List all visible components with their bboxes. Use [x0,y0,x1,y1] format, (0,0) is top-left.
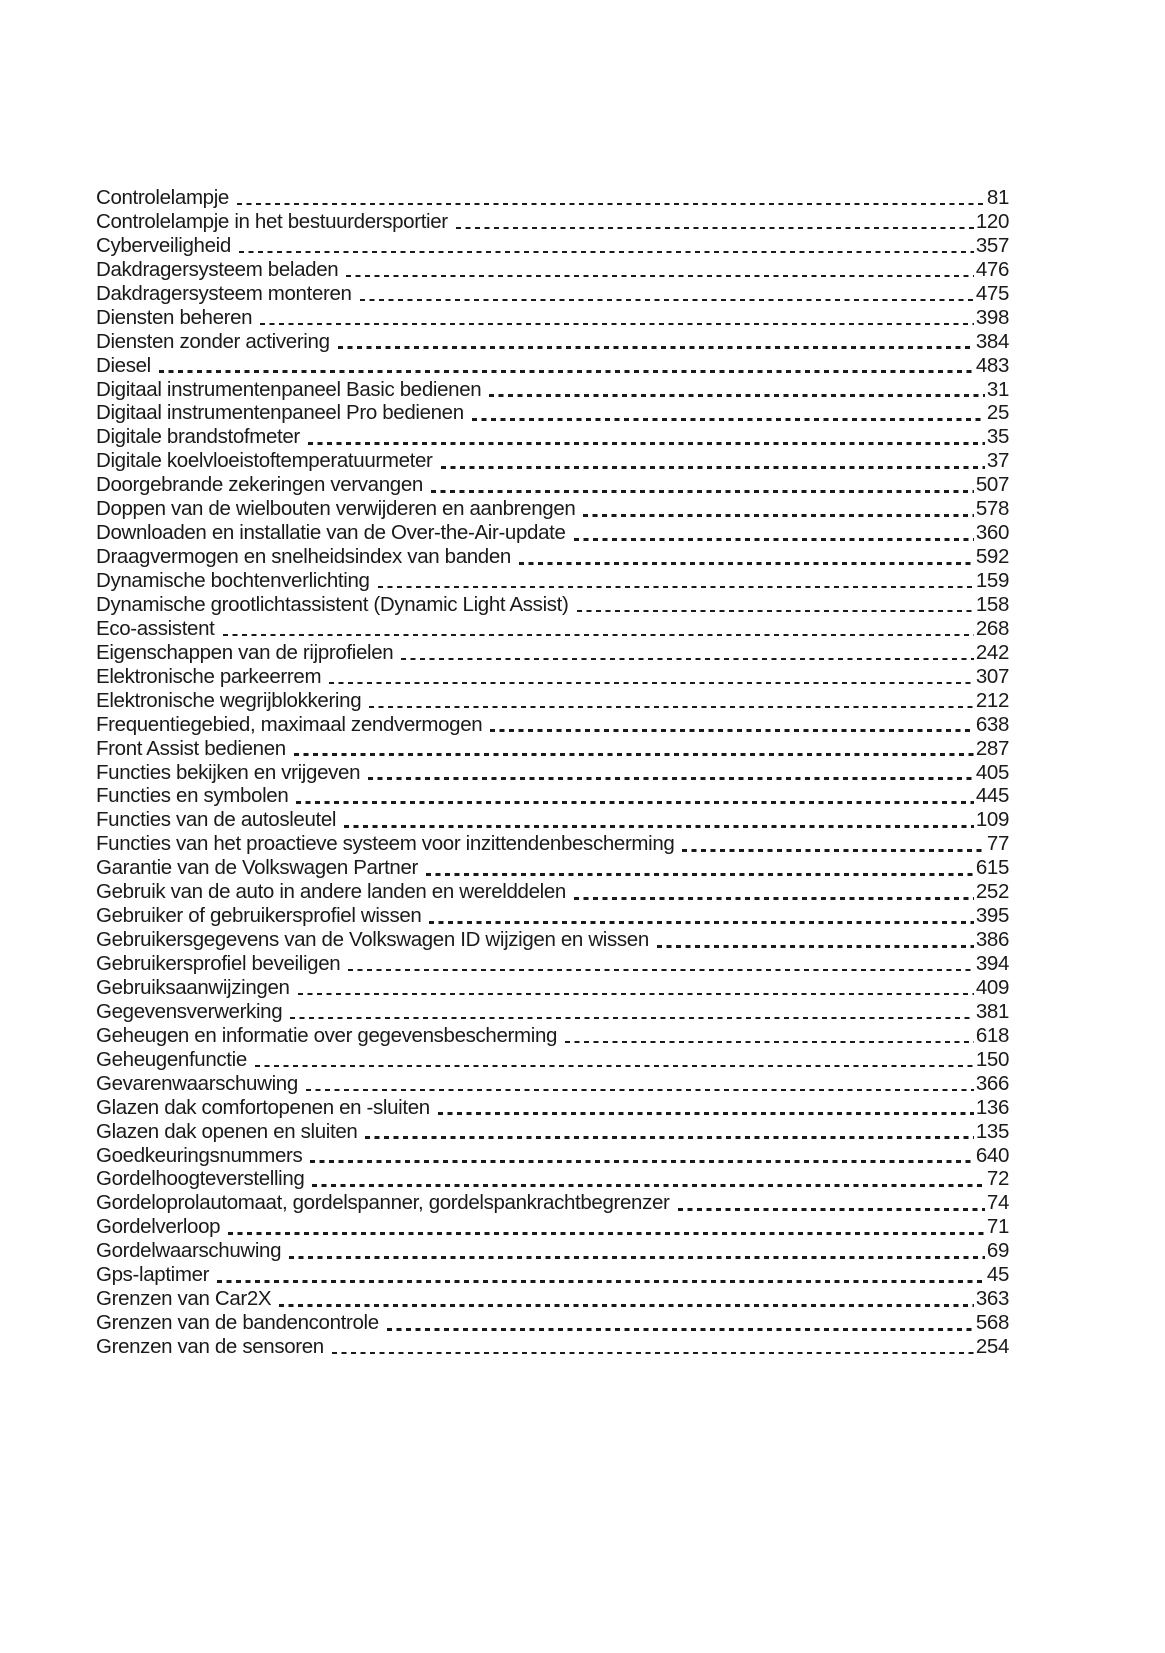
dot-leader [329,682,974,685]
dot-leader [338,346,974,349]
dot-leader [577,610,974,613]
dot-leader [344,825,974,828]
index-entry [96,784,1009,808]
dot-leader [306,1089,974,1092]
dot-leader [657,945,974,948]
index-entry-page: 81 [986,186,1009,209]
index-entry-label: Eco-assistent [96,616,215,640]
index-entry [96,832,1009,856]
index-entry [96,1000,1009,1024]
index-entry [96,808,1009,832]
index-entry-label: Functies en symbolen [96,784,289,808]
dot-leader [365,1136,973,1139]
index-entry-label: Gebruikersgegevens van de Volkswagen ID wijzigen en wissen [96,928,649,952]
index-entry [96,282,1009,306]
index-entry-page: 120 [975,209,1009,233]
dot-leader [308,442,985,445]
index-entry [96,617,1009,641]
index-entry-label: Functies van de autosleutel [96,808,337,832]
index-entry [96,330,1009,354]
dot-leader [574,538,974,541]
dot-leader [223,634,974,637]
dot-leader [583,514,973,517]
index-entry-label: Dakdragersysteem beladen [96,257,339,281]
index-entry-label: Diesel [96,353,151,377]
dot-leader [387,1328,974,1331]
index-entry [96,521,1009,545]
index-entry-page: 212 [975,688,1009,712]
index-entry-page: 307 [975,664,1009,688]
index-entry-page: 74 [986,1191,1009,1215]
index-entry [96,880,1009,904]
index-entry-page: 568 [975,1311,1009,1335]
index-entry-label: Gegevensverwerking [96,999,283,1023]
dot-leader [159,370,974,373]
index-entry-page: 77 [986,832,1009,856]
dot-leader [472,418,985,421]
index-entry-page: 398 [975,305,1009,329]
index-entry-label: Dynamische grootlichtassistent (Dynamic Light Assist) [96,592,569,616]
index-entry-label: Grenzen van de bandencontrole [96,1311,379,1335]
dot-leader [519,562,974,565]
index-entry-label: Digitale koelvloeistoftemperatuurmeter [96,449,433,473]
index-entry-label: Geheugen en informatie over gegevensbescherming [96,1023,558,1047]
index-entry-label: Glazen dak comfortopenen en -sluiten [96,1095,430,1119]
index-entry [96,593,1009,617]
index-entry-page: 159 [975,569,1009,592]
index-entry-page: 37 [986,449,1009,473]
index-entry-label: Diensten zonder activering [96,329,330,353]
index-entry [96,354,1009,378]
index-entry [96,641,1009,665]
dot-leader [332,1352,974,1355]
index-entry [96,952,1009,976]
dot-leader [369,706,974,709]
index-entry-page: 242 [975,640,1009,664]
index-entry [96,186,1009,210]
index-entry-label: Draagvermogen en snelheidsindex van banden [96,545,511,569]
index-entry-label: Dynamische bochtenverlichting [96,569,370,592]
index-entry [96,1167,1009,1191]
index-entry-page: 25 [986,401,1009,425]
dot-leader [441,466,985,469]
index-entry-page: 476 [975,257,1009,281]
dot-leader [260,323,974,326]
index-entry [96,545,1009,569]
index-entry-page: 483 [975,353,1009,377]
index-entry-label: Digitale brandstofmeter [96,425,300,449]
index-entry [96,1024,1009,1048]
index-entry-page: 381 [975,999,1009,1023]
index-entry-label: Downloaden en installatie van de Over-the-Air-update [96,521,566,545]
index-list [96,186,1009,1359]
index-entry-label: Glazen dak openen en sluiten [96,1119,358,1143]
index-entry-label: Gebruiksaanwijzingen [96,975,290,999]
index-entry [96,1239,1009,1263]
index-entry-label: Front Assist bedienen [96,736,286,760]
dot-leader [348,969,974,972]
dot-leader [489,394,985,397]
index-entry [96,713,1009,737]
dot-leader [228,1232,985,1235]
index-entry-page: 395 [975,904,1009,928]
dot-leader [289,1256,985,1259]
index-entry-label: Cyberveiligheid [96,233,231,257]
index-entry-label: Geheugenfunctie [96,1047,247,1071]
index-entry-page: 445 [975,784,1009,808]
index-entry-page: 71 [986,1215,1009,1239]
index-entry-page: 578 [975,497,1009,521]
dot-leader [312,1184,984,1187]
index-entry-label: Gebruik van de auto in andere landen en werelddelen [96,880,566,904]
index-entry [96,1144,1009,1168]
index-entry-label: Gebruiker of gebruikersprofiel wissen [96,904,422,928]
index-entry-label: Digitaal instrumentenpaneel Pro bedienen [96,401,464,425]
index-entry-page: 384 [975,329,1009,353]
dot-leader [237,203,985,206]
dot-leader [368,777,974,780]
index-entry [96,401,1009,425]
index-entry-page: 254 [975,1335,1009,1358]
index-entry-page: 135 [975,1119,1009,1143]
index-entry-label: Grenzen van Car2X [96,1287,272,1311]
dot-leader [255,1065,974,1068]
index-entry [96,689,1009,713]
index-entry-page: 31 [986,377,1009,401]
index-entry-label: Gordelhoogteverstelling [96,1167,305,1191]
index-entry-page: 45 [986,1263,1009,1287]
index-entry-page: 363 [975,1287,1009,1311]
index-entry-label: Gevarenwaarschuwing [96,1071,298,1095]
index-entry-label: Functies van het proactieve systeem voor inzittendenbescherming [96,832,675,856]
index-entry [96,258,1009,282]
dot-leader [574,897,974,900]
index-entry-label: Functies bekijken en vrijgeven [96,760,361,784]
dot-leader [682,849,984,852]
index-entry-page: 150 [975,1047,1009,1071]
index-entry-label: Dakdragersysteem monteren [96,281,352,305]
index-entry-page: 386 [975,928,1009,952]
dot-leader [279,1304,974,1307]
index-entry [96,665,1009,689]
index-entry-label: Controlelampje in het bestuurdersportier [96,209,448,233]
index-entry-page: 366 [975,1071,1009,1095]
index-entry [96,1191,1009,1215]
index-entry-page: 252 [975,880,1009,904]
dot-leader [294,753,974,756]
index-entry-page: 507 [975,473,1009,497]
index-entry [96,306,1009,330]
index-entry [96,1072,1009,1096]
index-entry-label: Doppen van de wielbouten verwijderen en aanbrengen [96,497,576,521]
index-entry-label: Gordelwaarschuwing [96,1239,282,1263]
index-entry [96,1096,1009,1120]
index-entry [96,761,1009,785]
index-entry-label: Frequentiegebied, maximaal zendvermogen [96,712,483,736]
dot-leader [456,227,974,230]
dot-leader [378,586,974,589]
index-entry-label: Digitaal instrumentenpaneel Basic bedienen [96,377,482,401]
index-entry [96,856,1009,880]
index-entry-label: Eigenschappen van de rijprofielen [96,640,394,664]
dot-leader [429,921,973,924]
dot-leader [426,873,974,876]
index-entry-label: Gordelverloop [96,1215,221,1239]
index-entry [96,976,1009,1000]
index-entry-page: 109 [975,808,1009,832]
index-entry-page: 287 [975,736,1009,760]
index-entry-page: 69 [986,1239,1009,1263]
index-entry-label: Garantie van de Volkswagen Partner [96,856,418,880]
index-entry [96,1120,1009,1144]
index-entry [96,234,1009,258]
dot-leader [438,1112,974,1115]
index-entry-label: Gebruikersprofiel beveiligen [96,952,341,975]
dot-leader [290,1017,974,1020]
index-entry [96,378,1009,402]
index-entry [96,737,1009,761]
index-entry-page: 268 [975,616,1009,640]
index-entry-label: Goedkeuringsnummers [96,1143,303,1167]
index-entry-label: Elektronische wegrijblokkering [96,688,362,712]
index-entry [96,569,1009,593]
index-entry-page: 475 [975,281,1009,305]
dot-leader [431,490,974,493]
index-entry [96,904,1009,928]
index-entry-label: Grenzen van de sensoren [96,1335,324,1358]
index-entry-page: 405 [975,760,1009,784]
dot-leader [239,251,974,254]
index-entry-page: 35 [986,425,1009,449]
dot-leader [310,1160,973,1163]
dot-leader [678,1208,985,1211]
index-entry-page: 592 [975,545,1009,569]
dot-leader [298,993,974,996]
index-entry-page: 618 [975,1023,1009,1047]
index-entry [96,1215,1009,1239]
dot-leader [217,1280,985,1283]
index-entry [96,425,1009,449]
index-entry [96,1048,1009,1072]
index-entry-label: Elektronische parkeerrem [96,664,322,688]
index-entry [96,473,1009,497]
index-entry [96,1311,1009,1335]
index-entry-label: Gps-laptimer [96,1263,210,1287]
index-entry-page: 640 [975,1143,1009,1167]
index-entry-page: 72 [986,1167,1009,1191]
index-entry-label: Gordeloprolautomaat, gordelspanner, gordelspankrachtbegrenzer [96,1191,670,1215]
dot-leader [565,1041,974,1044]
index-entry-label: Doorgebrande zekeringen vervangen [96,473,423,497]
dot-leader [346,275,974,278]
index-entry [96,1287,1009,1311]
index-entry [96,928,1009,952]
index-entry [96,497,1009,521]
index-entry-page: 615 [975,856,1009,880]
index-entry-page: 638 [975,712,1009,736]
index-entry [96,1335,1009,1359]
index-entry-page: 158 [975,592,1009,616]
index-entry-page: 394 [975,952,1009,975]
dot-leader [360,299,974,302]
index-entry [96,1263,1009,1287]
index-entry-page: 360 [975,521,1009,545]
index-entry-page: 136 [975,1095,1009,1119]
dot-leader [490,729,974,732]
index-entry-page: 409 [975,975,1009,999]
index-entry-page: 357 [975,233,1009,257]
dot-leader [296,801,973,804]
index-entry-label: Diensten beheren [96,305,253,329]
index-entry-label: Controlelampje [96,186,229,209]
dot-leader [401,658,974,661]
index-entry [96,449,1009,473]
index-entry [96,210,1009,234]
